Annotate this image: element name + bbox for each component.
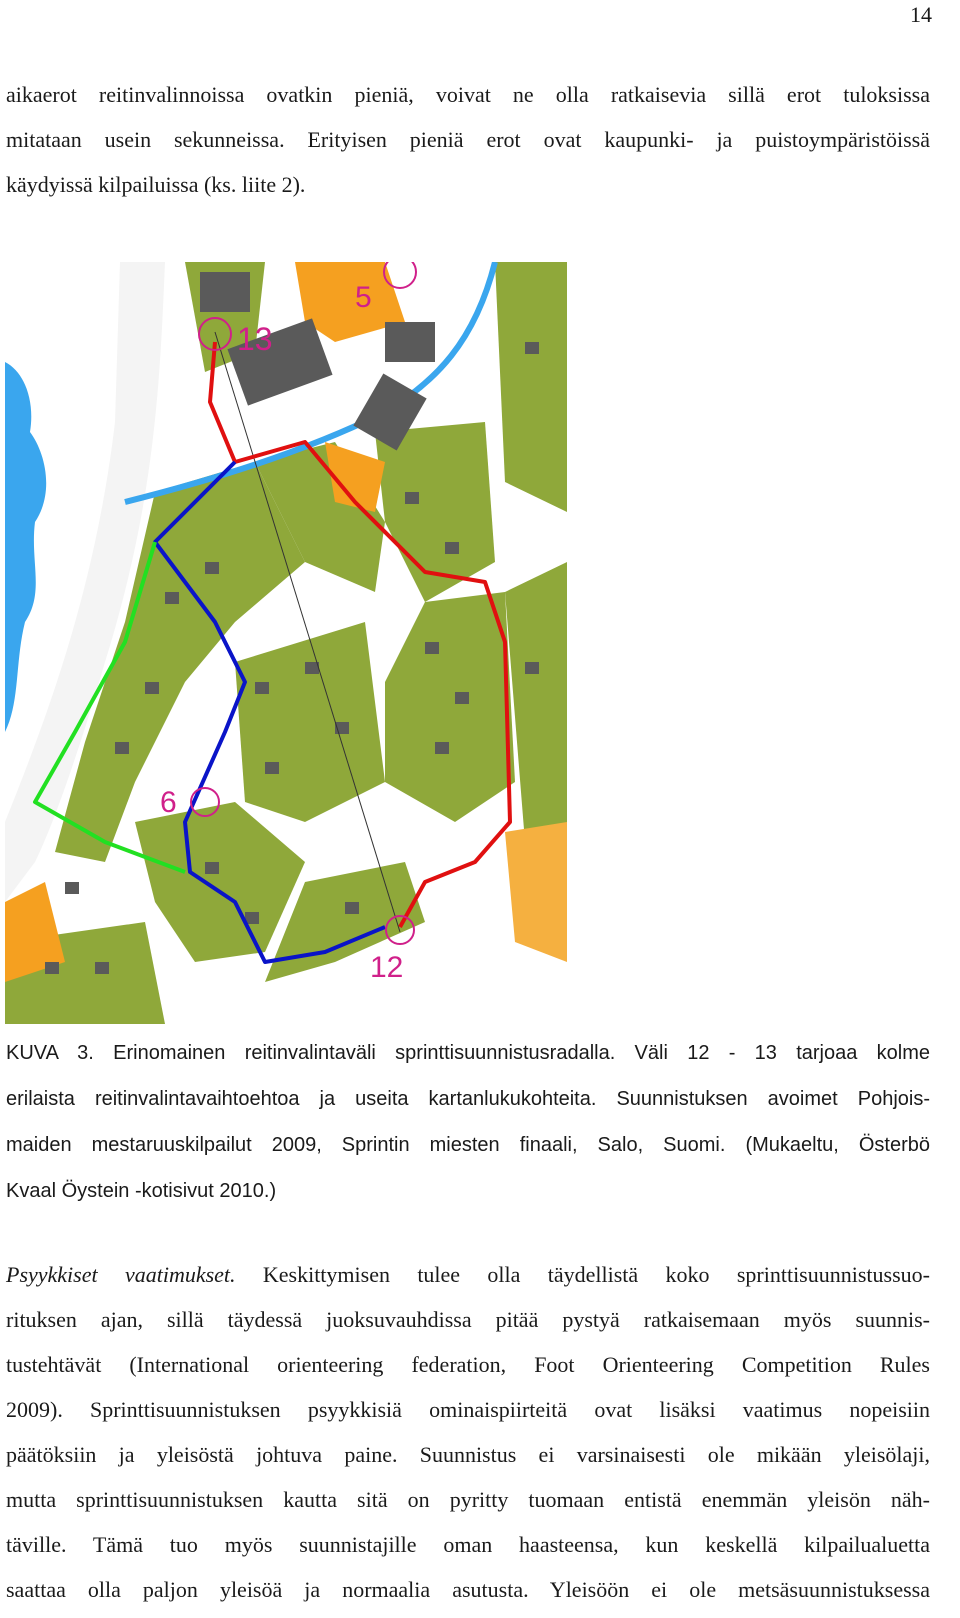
body-line <box>6 1252 930 1297</box>
intro-line: aikaerot reitinvalinnoissa ovatkin pieniä, voivat ne olla ratkaisevia sillä erot tuloksissa <box>6 82 930 107</box>
control-label: 5 <box>355 281 372 314</box>
caption-line: maiden mestaruuskilpailut 2009, Sprintin miesten finaali, Salo, Suomi. (Mukaeltu, Österbö <box>6 1134 930 1156</box>
page-number: 14 <box>910 2 932 27</box>
body-line: mutta sprinttisuunnistuksen kautta sitä on pyritty tuomaan entistä enemmän yleisön näh- <box>6 1487 930 1512</box>
control-label: 12 <box>370 951 404 984</box>
intro-paragraph <box>6 72 930 207</box>
caption-line: KUVA 3. Erinomainen reitinvalintaväli sprinttisuunnistusradalla. Väli 12 - 13 tarjoaa kolme <box>6 1042 930 1064</box>
section-heading: Psyykkiset vaatimukset. <box>6 1262 236 1287</box>
body-line: päätöksiin ja yleisöstä johtuva paine. Suunnistus ei varsinaisesti ole mikään yleisölaji, <box>6 1442 930 1467</box>
figure-caption <box>6 1030 930 1214</box>
control-label: 13 <box>237 321 273 357</box>
orienteering-map-figure <box>5 262 567 1024</box>
intro-line: mitataan usein sekunneissa. Erityisen pieniä erot ovat kaupunki- ja puistoympäristöissä <box>6 127 930 152</box>
body-line: saattaa olla paljon yleisöä ja normaalia asutusta. Yleisöön ei ole metsäsuunnistuksessa <box>6 1577 930 1602</box>
intro-line: käydyissä kilpailuissa (ks. liite 2). <box>6 172 306 197</box>
caption-line: Kvaal Öystein -kotisivut 2010.) <box>6 1180 277 1202</box>
body-line: rituksen ajan, sillä täydessä juoksuvauhdissa pitää pystyä ratkaisemaan myös suunnis- <box>6 1307 930 1332</box>
control-label: 6 <box>160 786 177 819</box>
body-paragraph <box>6 1252 930 1612</box>
body-line: täville. Tämä tuo myös suunnistajille oman haasteensa, kun keskellä kilpailualuetta <box>6 1532 930 1557</box>
caption-line: erilaista reitinvalintavaihtoehtoa ja useita kartanlukukohteita. Suunnistuksen avoimet Pohjois- <box>6 1088 930 1110</box>
body-text: Keskittymisen tulee olla täydellistä koko sprinttisuunnistussuo- <box>235 1262 930 1287</box>
body-line: 2009). Sprinttisuunnistuksen psyykkisiä ominaispiirteitä ovat lisäksi vaatimus nopeisiin <box>6 1397 930 1422</box>
settlement-block <box>495 262 567 512</box>
body-line: tustehtävät (International orienteering federation, Foot Orienteering Competition Rules <box>6 1352 930 1377</box>
